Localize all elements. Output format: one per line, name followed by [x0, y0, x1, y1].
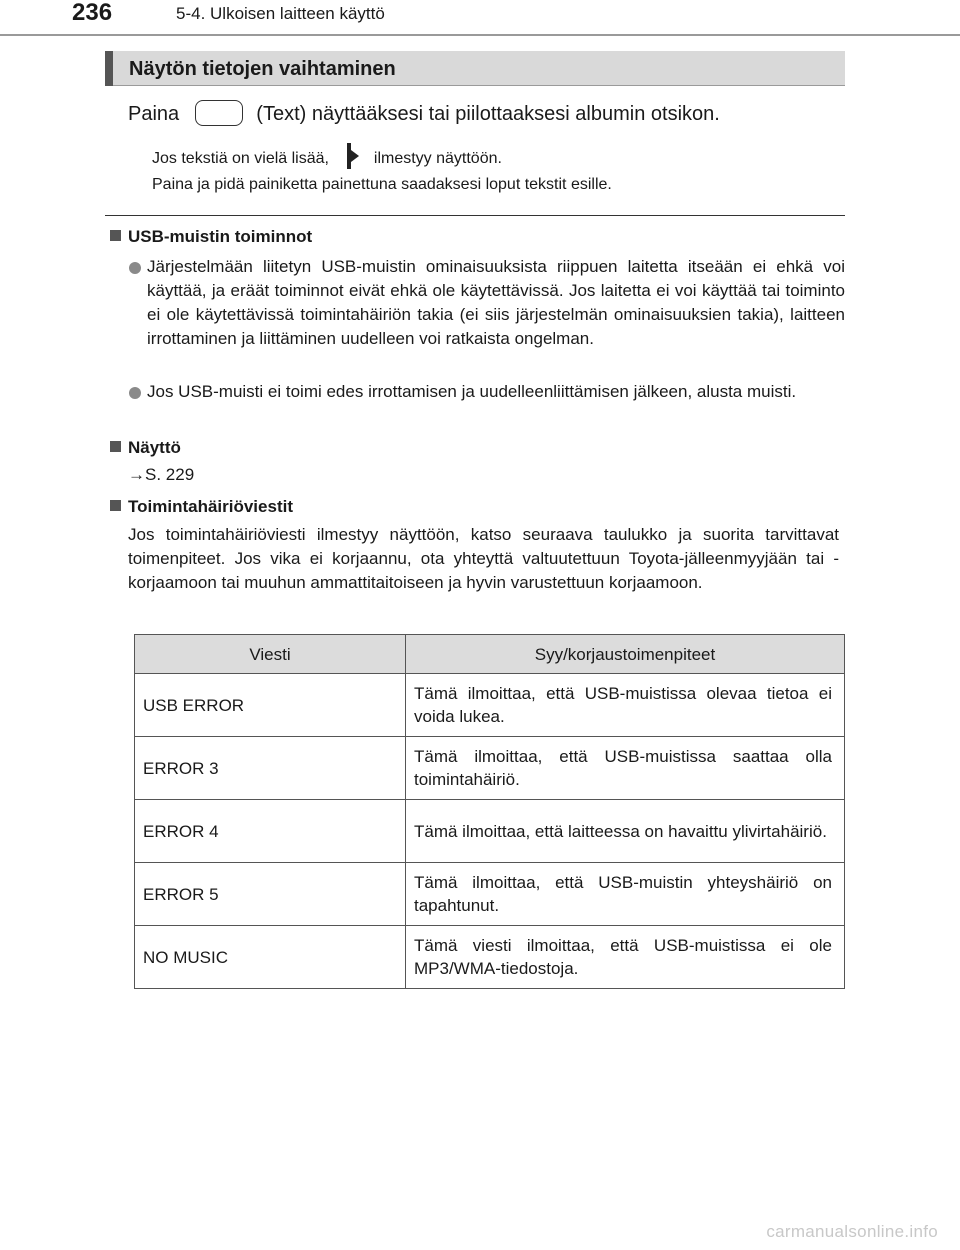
- table-cell-message: NO MUSIC: [135, 926, 406, 989]
- section-banner: [105, 51, 845, 86]
- round-bullet-icon: [129, 387, 141, 399]
- note-press-hold: Paina ja pidä painiketta painettuna saadaksesi loput tekstit esille.: [152, 176, 612, 193]
- section-title: Näytön tietojen vaihtaminen: [129, 58, 396, 80]
- table-header-cause: Syy/korjaustoimenpiteet: [406, 635, 845, 674]
- watermark: carmanualsonline.info: [766, 1222, 938, 1241]
- table-cell-cause: Tämä ilmoittaa, että laitteessa on havaittu ylivirtahäiriö.: [406, 800, 845, 863]
- page-reference: →S. 229: [128, 465, 195, 484]
- error-messages-heading: [110, 496, 293, 518]
- usb-bullet-1: Järjestelmään liitetyn USB-muistin ominaisuuksista riippuen laitetta itseään ei ehkä voi käyttää, ja eräät toiminnot eivät ehkä ole käytettävissä. Jos laitetta ei voi käyttää tai toiminto ei ole käytettävissä toimintahäiriön takia (ei siis järjestelmän ominaisuuksien takia), laitteen irrottaminen ja liittäminen uudelleen voi ratkaista ongelman.: [147, 257, 845, 348]
- table-cell-message: USB ERROR: [135, 674, 406, 737]
- table-row: [135, 926, 845, 989]
- table-row: [135, 737, 845, 800]
- page-number: 236: [72, 0, 113, 26]
- more-text-arrow-icon: [347, 143, 359, 169]
- table-cell-message: ERROR 3: [135, 737, 406, 800]
- table-cell-cause: Tämä ilmoittaa, että USB-muistissa olevaa tietoa ei voida lukea.: [406, 674, 845, 737]
- display-heading-text: Näyttö: [128, 438, 181, 457]
- display-heading: [110, 437, 181, 459]
- note-more-text: [152, 146, 502, 172]
- instruction-before: Paina: [128, 103, 180, 125]
- table-cell-message: ERROR 5: [135, 863, 406, 926]
- error-messages-heading-text: Toimintahäiriöviestit: [128, 497, 293, 516]
- table-cell-cause: Tämä viesti ilmoittaa, että USB-muistissa ei ole MP3/WMA-tiedostoja.: [406, 926, 845, 989]
- section-banner-bar: [105, 51, 113, 86]
- table-cell-cause: Tämä ilmoittaa, että USB-muistin yhteyshäiriö on tapahtunut.: [406, 863, 845, 926]
- page-header: [0, 0, 960, 36]
- header-rule: [0, 34, 960, 36]
- table-row: [135, 800, 845, 863]
- table-cell-cause: Tämä ilmoittaa, että USB-muistissa saattaa olla toimintahäiriö.: [406, 737, 845, 800]
- usb-bullet-2: Jos USB-muisti ei toimi edes irrottamisen ja uudelleenliittämisen jälkeen, alusta muisti.: [147, 382, 797, 401]
- table-row: [135, 674, 845, 737]
- rounded-button-icon: [195, 100, 243, 126]
- table-cell-message: ERROR 4: [135, 800, 406, 863]
- table-row: [135, 863, 845, 926]
- table-header-message: Viesti: [135, 635, 406, 674]
- square-bullet-icon: [110, 230, 121, 241]
- instruction-line: [128, 100, 720, 128]
- usb-memory-heading-text: USB-muistin toiminnot: [128, 227, 313, 246]
- usb-memory-heading: [110, 226, 312, 248]
- square-bullet-icon: [110, 441, 121, 452]
- instruction-after: (Text) näyttääksesi tai piilottaaksesi albumin otsikon.: [256, 103, 720, 125]
- chapter-title: 5-4. Ulkoisen laitteen käyttö: [176, 4, 385, 23]
- round-bullet-icon: [129, 262, 141, 274]
- error-table: [134, 634, 845, 989]
- error-messages-paragraph: Jos toimintahäiriöviesti ilmestyy näyttöön, katso seuraava taulukko ja suorita tarvittavat toimenpiteet. Jos vika ei korjaannu, ota yhteyttä valtuutettuun Toyota-jälleenmyyjään tai -korjaamoon tai muuhun ammattitaitoiseen ja hyvin varustettuun korjaamoon.: [128, 525, 839, 592]
- table-header-row: [135, 635, 845, 674]
- note1-after: ilmestyy näyttöön.: [373, 150, 502, 168]
- content-divider: [105, 215, 845, 216]
- note1-before: Jos tekstiä on vielä lisää,: [152, 150, 329, 168]
- square-bullet-icon: [110, 500, 121, 511]
